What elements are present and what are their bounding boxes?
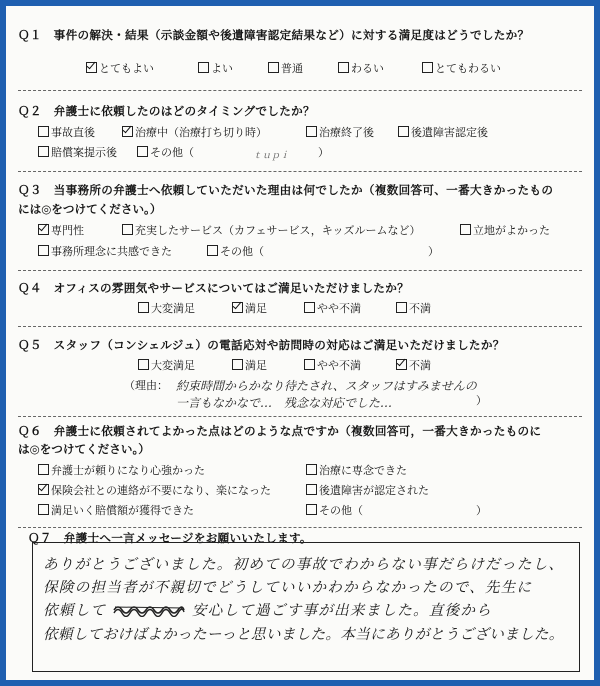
checkbox-checked-icon[interactable] (38, 224, 49, 235)
checkbox-icon[interactable] (398, 126, 409, 137)
q5-option-dissatisfied[interactable]: 不満 (396, 358, 431, 373)
q5-reason-close: ） (476, 394, 487, 407)
divider (18, 416, 582, 417)
checkbox-checked-icon[interactable] (396, 359, 407, 370)
checkbox-icon[interactable] (138, 359, 149, 370)
q4-option-very-satisfied[interactable]: 大変満足 (138, 301, 195, 316)
checkbox-icon[interactable] (306, 464, 317, 475)
q1-option-bad[interactable]: わるい (338, 61, 384, 76)
checkbox-icon[interactable] (38, 126, 49, 137)
checkbox-checked-icon[interactable] (86, 62, 97, 73)
scribble-out-icon (112, 603, 186, 617)
checkbox-icon[interactable] (338, 62, 349, 73)
checkbox-icon[interactable] (38, 245, 49, 256)
q2-title: Ｑ２ 弁護士に依頼したのはどのタイミングでしたか？ (18, 104, 315, 118)
q6-option-no-insurer-contact[interactable]: 保険会社との連絡が不要になり、楽になった (38, 483, 271, 498)
checkbox-icon[interactable] (306, 126, 317, 137)
checkbox-icon[interactable] (422, 62, 433, 73)
q2-option-during-treatment[interactable]: 治療中（治療打ち切り時） (122, 125, 267, 140)
message-line-1: ありがとうございました。初めての事故でわからない事だらけだったし、 (43, 556, 565, 573)
checkbox-icon[interactable] (137, 146, 148, 157)
q2-option-after-disability-cert[interactable]: 後遺障害認定後 (398, 125, 488, 140)
q3-option-services[interactable]: 充実したサービス（カフェサービス，キッズルームなど） (122, 223, 421, 238)
checkbox-icon[interactable] (38, 146, 49, 157)
divider (18, 527, 582, 528)
checkbox-icon[interactable] (396, 302, 407, 313)
q4-option-somewhat-dissatisfied[interactable]: やや不満 (304, 301, 361, 316)
q3-option-philosophy[interactable]: 事務所理念に共感できた (38, 244, 172, 259)
message-line-2: 保険の担当者が不親切でどうしていいかわからなかったので、先生に (43, 579, 533, 596)
q1-option-normal[interactable]: 普通 (268, 61, 303, 76)
q6-option-satisfying-compensation[interactable]: 満足いく賠償額が獲得できた (38, 503, 194, 518)
q3-option-other[interactable]: その他（ (207, 244, 264, 259)
checkbox-icon[interactable] (460, 224, 471, 235)
q5-reason-line1: 約束時間からかなり待たされ、スタッフはすみませんの (176, 379, 477, 393)
q5-title: Ｑ５ スタッフ（コンシェルジュ）の電話応対や訪問時の対応はご満足いただけましたか？ (18, 338, 505, 352)
checkbox-checked-icon[interactable] (122, 126, 133, 137)
checkbox-icon[interactable] (232, 359, 243, 370)
q2-option-right-after-accident[interactable]: 事故直後 (38, 125, 95, 140)
q3-title-line2: には◎をつけてください。） (18, 202, 162, 216)
q5-option-very-satisfied[interactable]: 大変満足 (138, 358, 195, 373)
checkbox-icon[interactable] (306, 484, 317, 495)
q3-other-close: ） (428, 245, 439, 258)
q3-title-line1: Ｑ３ 当事務所の弁護士へ依頼していただいた理由は何でしたか（複数回答可、一番大きかったもの (18, 183, 554, 197)
q6-option-focus-on-treatment[interactable]: 治療に専念できた (306, 463, 407, 478)
q2-other-close: ） (318, 146, 329, 159)
checkbox-icon[interactable] (306, 504, 317, 515)
q6-option-reliable-lawyer[interactable]: 弁護士が頼りになり心強かった (38, 463, 205, 478)
divider (18, 171, 582, 172)
checkbox-icon[interactable] (198, 62, 209, 73)
checkbox-icon[interactable] (38, 504, 49, 515)
q2-option-after-offer[interactable]: 賠償案提示後 (38, 145, 117, 160)
q6-option-disability-certified[interactable]: 後遺障害が認定された (306, 483, 429, 498)
checkbox-icon[interactable] (122, 224, 133, 235)
q4-title: Ｑ４ オフィスの雰囲気やサービスについてはご満足いただけましたか？ (18, 281, 409, 295)
q6-title-line2: は◎をつけてください。） (18, 442, 150, 456)
q6-option-other[interactable]: その他（ (306, 503, 363, 518)
message-line-3: 依頼して 安心して過ごす事が出来ました。直後から (43, 602, 492, 619)
checkbox-icon[interactable] (207, 245, 218, 256)
survey-sheet (6, 6, 594, 680)
checkbox-checked-icon[interactable] (232, 302, 243, 313)
q1-title: Ｑ１ 事件の解決・結果（示談金額や後遺障害認定結果など）に対する満足度はどうでしたか？ (18, 28, 530, 42)
q5-reason-line2: 一言もなかなで… 残念な対応でした… (176, 396, 393, 410)
q5-option-satisfied[interactable]: 満足 (232, 358, 267, 373)
q3-option-expertise[interactable]: 専門性 (38, 223, 84, 238)
divider (18, 326, 582, 327)
q2-option-other[interactable]: その他（ (137, 145, 194, 160)
q3-option-location[interactable]: 立地がよかった (460, 223, 550, 238)
checkbox-icon[interactable] (138, 302, 149, 313)
q2-option-after-treatment[interactable]: 治療終了後 (306, 125, 374, 140)
q5-reason-label: （理由： (124, 379, 168, 392)
checkbox-icon[interactable] (38, 464, 49, 475)
divider (18, 270, 582, 271)
q6-title-line1: Ｑ６ 弁護士に依頼されてよかった点はどのような点ですか（複数回答可，一番大きかったものに (18, 424, 542, 438)
q1-option-very-bad[interactable]: とてもわるい (422, 61, 501, 76)
q4-option-dissatisfied[interactable]: 不満 (396, 301, 431, 316)
q2-other-handwriting: ｔｕｐｉ (253, 151, 290, 161)
checkbox-icon[interactable] (268, 62, 279, 73)
checkbox-checked-icon[interactable] (38, 484, 49, 495)
message-box[interactable] (32, 542, 580, 672)
q4-option-satisfied[interactable]: 満足 (232, 301, 267, 316)
q5-option-somewhat-dissatisfied[interactable]: やや不満 (304, 358, 361, 373)
checkbox-icon[interactable] (304, 302, 315, 313)
checkbox-icon[interactable] (304, 359, 315, 370)
q1-option-good[interactable]: よい (198, 61, 233, 76)
q6-other-close: ） (476, 504, 487, 517)
q7-title: Ｑ７ 弁護士へ一言メッセージをお願いいたします。 (28, 531, 312, 545)
message-line-4: 依頼しておけばよかったーっと思いました。本当にありがとうございました。 (43, 626, 564, 643)
q1-option-very-good[interactable]: とてもよい (86, 61, 154, 76)
divider (18, 90, 582, 91)
